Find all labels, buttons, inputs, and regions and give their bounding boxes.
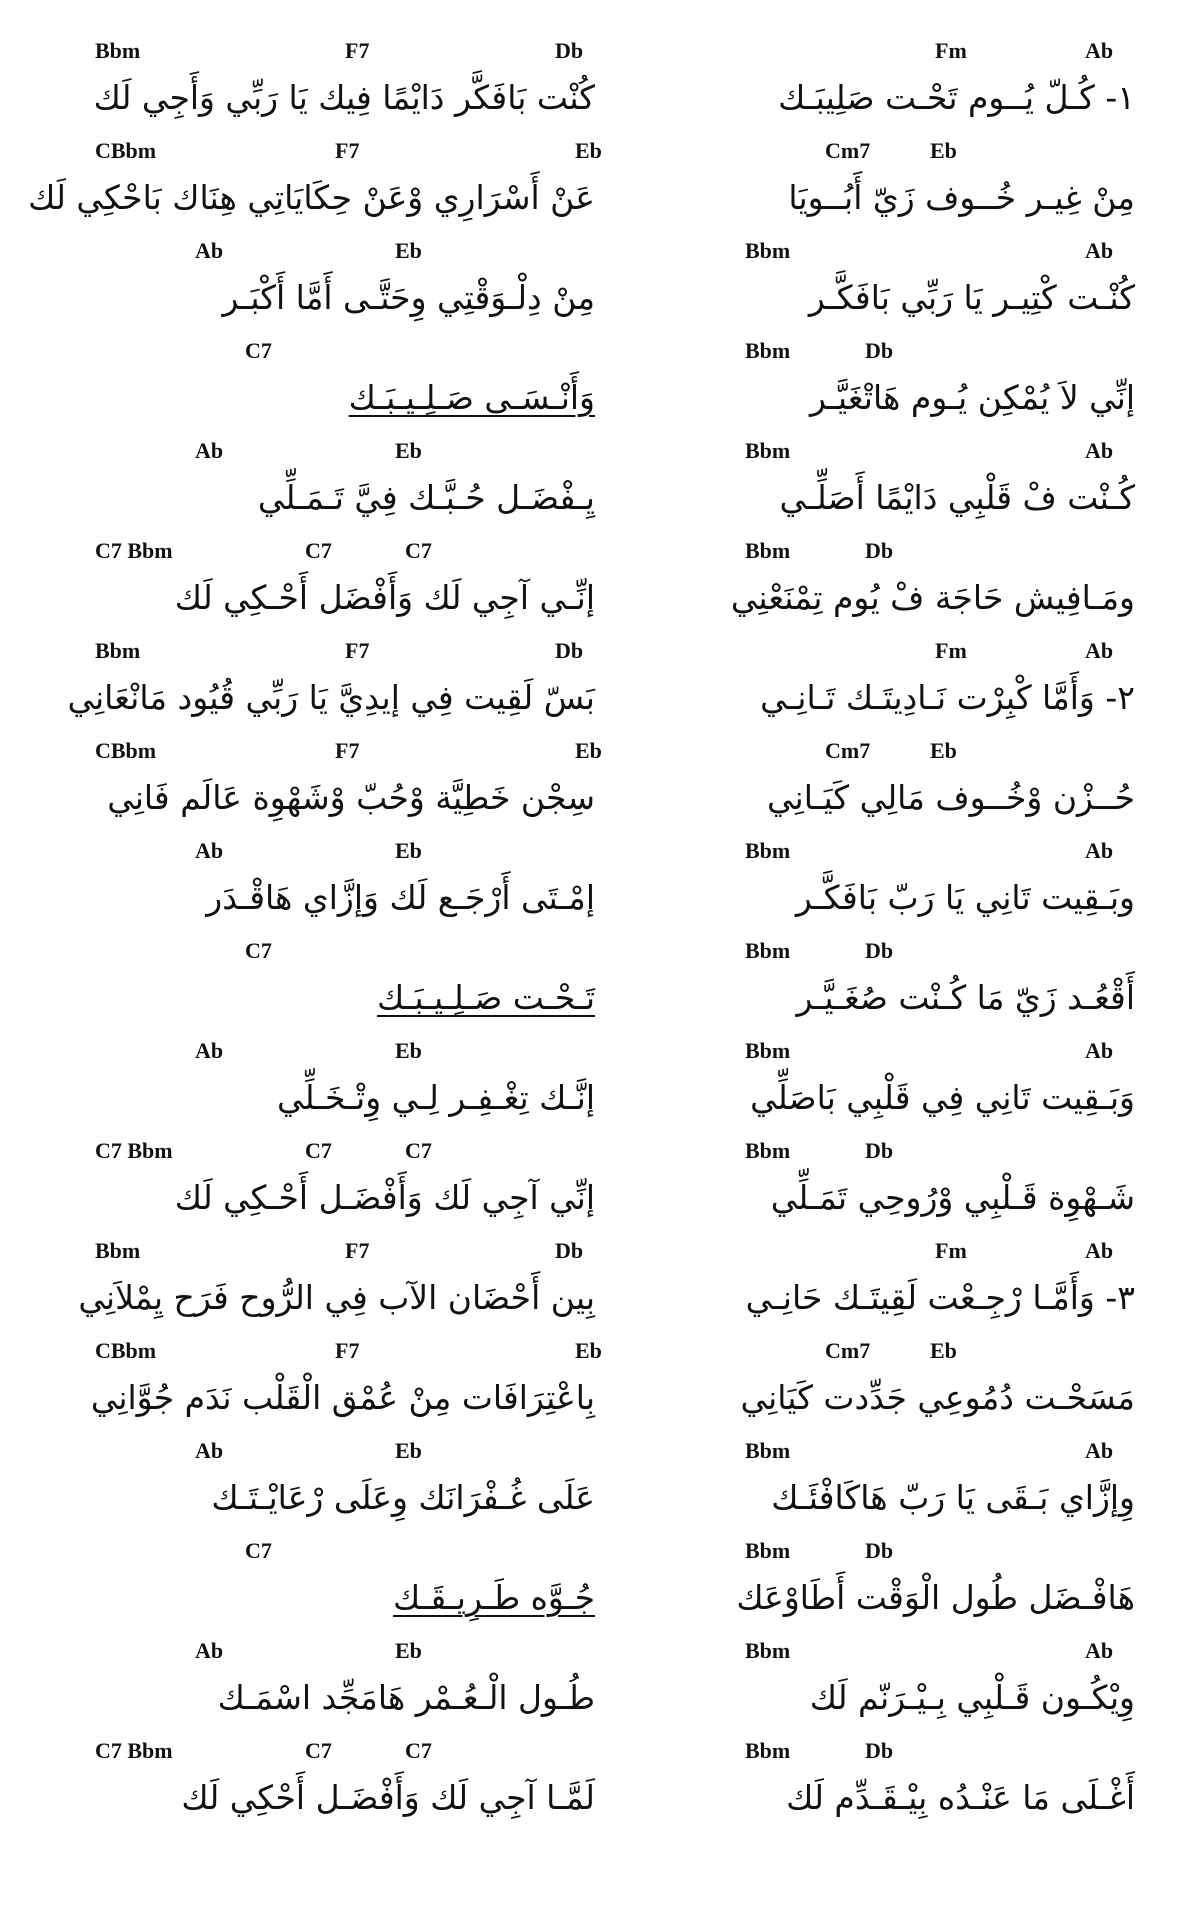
chord-row bbox=[665, 738, 1135, 772]
verse-line bbox=[665, 1038, 1135, 1138]
lyric-line: طُـول الْـعُـمْر هَامَجِّد اسْمَـك bbox=[217, 1678, 595, 1717]
lyric-line: حُــزْن وْخُــوف مَالِي كَيَـانِي bbox=[767, 778, 1135, 817]
chord-label: Db bbox=[865, 338, 894, 363]
verse-line bbox=[95, 1738, 595, 1838]
lyric-line: وِيْكُـون قَـلْبِي بِـيْـرَنّم لَك bbox=[809, 1678, 1135, 1717]
chord-label: Ab bbox=[195, 1038, 224, 1063]
lyric-line: إنِّـي آجِي لَك وَأَفْضَل أَحْـكِي لَك bbox=[174, 578, 595, 617]
chord-row bbox=[95, 1138, 595, 1172]
chord-row bbox=[95, 538, 595, 572]
verse-line bbox=[665, 1338, 1135, 1438]
lyric-line: سِجْن خَطِيَّة وْحُبّ وْشَهْوِة عَالَم فَانِي bbox=[107, 778, 595, 817]
verse-line bbox=[28, 138, 602, 238]
chord-label: Ab bbox=[1085, 38, 1114, 63]
lyric-line: إنِّي لاَ يُمْكِن يُـوم هَاتْغَيَّـر bbox=[810, 378, 1135, 417]
lyric-line: بِين أَحْضَان الآب فِي الرُّوح فَرَح يِمْلاَنِي bbox=[78, 1278, 595, 1317]
chord-label: Db bbox=[865, 538, 894, 563]
chord-label: Bbm bbox=[745, 338, 791, 363]
verse-line bbox=[665, 538, 1135, 638]
verse-line bbox=[665, 438, 1135, 538]
chord-label: Ab bbox=[1085, 1038, 1114, 1063]
chord-label: Db bbox=[865, 1138, 894, 1163]
chord-label: Eb bbox=[395, 1038, 422, 1063]
verse-line bbox=[95, 738, 602, 838]
chord-label: Eb bbox=[930, 138, 957, 163]
chord-label: Db bbox=[865, 1738, 894, 1763]
chord-label: Bbm bbox=[745, 538, 791, 563]
verse-line bbox=[665, 1638, 1135, 1738]
verse-line bbox=[665, 1438, 1135, 1538]
verse-line bbox=[665, 638, 1135, 738]
chord-label: F7 bbox=[335, 1338, 360, 1363]
lyric-line: هَافْـضَل طُول الْوَقْت أَطَاوْعَك bbox=[736, 1578, 1135, 1617]
verse-line bbox=[95, 338, 595, 438]
chord-label: Bbm bbox=[95, 1238, 141, 1263]
chord-row bbox=[95, 338, 595, 372]
chord-label: Bbm bbox=[95, 38, 141, 63]
chord-label: Bbm bbox=[745, 1638, 791, 1663]
lyric-line: مِنْ دِلْـوَقْتِي وِحَتَّـى أَمَّا أَكْبَـر bbox=[222, 278, 595, 317]
chord-row bbox=[665, 538, 1135, 572]
chord-label: Bbm bbox=[745, 938, 791, 963]
verse-line bbox=[95, 438, 595, 538]
chord-label: Eb bbox=[395, 838, 422, 863]
verse-line bbox=[665, 138, 1135, 238]
lyric-line: لَمَّـا آجِي لَك وَأَفْضَـل أَحْكِي لَك bbox=[181, 1778, 595, 1817]
chord-row bbox=[665, 1038, 1135, 1072]
chord-label: Ab bbox=[1085, 438, 1114, 463]
verse-line bbox=[665, 1138, 1135, 1238]
chord-label: Bbm bbox=[745, 1538, 791, 1563]
chord-row bbox=[665, 1638, 1135, 1672]
verse-line bbox=[95, 1638, 595, 1738]
lyric-line: شَـهْوِة قَـلْبِي وْرُوحِي تَمَـلِّي bbox=[770, 1178, 1135, 1217]
lyric-line: وبَـقِيت تَانِي يَا رَبّ بَافَكَّـر bbox=[795, 878, 1135, 917]
chord-label: C7 Bbm bbox=[95, 1138, 173, 1163]
verse-line bbox=[95, 538, 595, 638]
left-column bbox=[28, 38, 602, 1838]
lyric-line: ٣- وَأَمَّـا رْجِـعْت لَقِيتَـك حَانِـي bbox=[745, 1278, 1135, 1317]
chord-row bbox=[95, 738, 602, 772]
chord-row bbox=[95, 1738, 595, 1772]
chord-label: Eb bbox=[930, 738, 957, 763]
chord-label: C7 bbox=[245, 938, 272, 963]
chord-label: Eb bbox=[575, 1338, 602, 1363]
verse-line bbox=[95, 938, 595, 1038]
chord-label: Eb bbox=[395, 438, 422, 463]
chord-label: Ab bbox=[1085, 838, 1114, 863]
verse-line bbox=[95, 838, 595, 938]
chord-label: Db bbox=[555, 638, 584, 663]
lyric-line: إمْـتَى أَرْجَـع لَك وَإزَّاي هَاقْـدَر bbox=[206, 878, 595, 917]
chord-label: CBbm bbox=[95, 1338, 157, 1363]
chord-label: Db bbox=[865, 1538, 894, 1563]
verse-line bbox=[665, 238, 1135, 338]
chord-label: C7 bbox=[305, 1738, 332, 1763]
chord-label: F7 bbox=[335, 738, 360, 763]
chord-row bbox=[665, 238, 1135, 272]
chord-row bbox=[95, 1538, 595, 1572]
chord-label: Eb bbox=[930, 1338, 957, 1363]
chord-row bbox=[95, 1638, 595, 1672]
chord-label: C7 bbox=[245, 1538, 272, 1563]
chord-label: CBbm bbox=[95, 738, 157, 763]
verse-line bbox=[665, 738, 1135, 838]
chord-label: Bbm bbox=[745, 1038, 791, 1063]
chord-label: C7 Bbm bbox=[95, 1738, 173, 1763]
chord-label: C7 bbox=[305, 538, 332, 563]
lyric-line: إنَّـك تِغْـفِـر لِـي وِتْـخَـلِّي bbox=[276, 1078, 595, 1117]
chord-row bbox=[95, 438, 595, 472]
chord-label: Eb bbox=[395, 238, 422, 263]
chord-label: Db bbox=[555, 38, 584, 63]
chord-label: C7 bbox=[405, 1738, 432, 1763]
chord-label: F7 bbox=[345, 638, 370, 663]
chord-label: Eb bbox=[395, 1638, 422, 1663]
right-column bbox=[665, 38, 1135, 1838]
verse-line bbox=[95, 1438, 595, 1538]
chord-row bbox=[665, 38, 1135, 72]
chord-label: CBbm bbox=[95, 138, 157, 163]
verse-line bbox=[95, 238, 595, 338]
chord-row bbox=[665, 1538, 1135, 1572]
verse-line bbox=[665, 838, 1135, 938]
chord-row bbox=[665, 1438, 1135, 1472]
chord-label: C7 bbox=[245, 338, 272, 363]
chord-label: Cm7 bbox=[825, 738, 871, 763]
lyric-line: وَبَـقِيت تَانِي فِي قَلْبِي بَاصَلِّي bbox=[750, 1078, 1135, 1117]
chord-label: Bbm bbox=[745, 438, 791, 463]
chord-label: Cm7 bbox=[825, 138, 871, 163]
verse-line bbox=[95, 38, 595, 138]
chord-row bbox=[95, 838, 595, 872]
verse-line bbox=[665, 338, 1135, 438]
verse-line bbox=[665, 1738, 1135, 1838]
chord-label: Db bbox=[555, 1238, 584, 1263]
chord-label: Ab bbox=[195, 1438, 224, 1463]
lyric-line: مَسَحْـت دُمُوعِي جَدِّدت كَيَانِي bbox=[740, 1378, 1135, 1417]
chord-row bbox=[665, 438, 1135, 472]
verse-line bbox=[90, 1338, 602, 1438]
chord-row bbox=[95, 638, 595, 672]
verse-line bbox=[95, 1038, 595, 1138]
chord-label: Fm bbox=[935, 38, 967, 63]
chord-row bbox=[95, 1238, 595, 1272]
chord-label: Eb bbox=[575, 738, 602, 763]
chord-row bbox=[665, 1338, 1135, 1372]
chord-label: Ab bbox=[1085, 238, 1114, 263]
chord-row bbox=[665, 138, 1135, 172]
chord-label: Ab bbox=[195, 438, 224, 463]
lyric-line: أَغْـلَى مَا عَنْـدُه بِيْـقَـدِّم لَك bbox=[786, 1778, 1135, 1817]
lyric-line: ومَـافِيش حَاجَة فْ يُوم تِمْنَعْنِي bbox=[730, 578, 1135, 617]
verse-line bbox=[665, 38, 1135, 138]
chord-label: C7 bbox=[405, 1138, 432, 1163]
lyric-line: عَنْ أَسْرَارِي وْعَنْ حِكَايَاتِي هِنَاك بَاحْكِي لَك bbox=[28, 178, 595, 217]
lyric-line: وَأَنْـسَـى صَـلِـيـبَـك bbox=[348, 378, 595, 417]
verse-line bbox=[665, 1238, 1135, 1338]
chord-row bbox=[95, 1438, 595, 1472]
lyric-line: يِـفْضَـل حُـبَّـك فِيَّ تَـمَـلِّي bbox=[257, 478, 595, 517]
chord-label: Ab bbox=[195, 1638, 224, 1663]
lyric-line: عَلَى غُـفْرَانَك وِعَلَى رْعَايْـتَـك bbox=[211, 1478, 595, 1517]
verse-line bbox=[95, 1138, 595, 1238]
chord-label: C7 bbox=[405, 538, 432, 563]
chord-label: Bbm bbox=[745, 1438, 791, 1463]
lyric-line: تَـحْـت صَـلِـيـبَـك bbox=[376, 978, 595, 1017]
chord-label: Bbm bbox=[745, 838, 791, 863]
lyric-line: إنِّي آجِي لَك وَأَفْضَـل أَحْـكِي لَك bbox=[174, 1178, 595, 1217]
lyric-line: ٢- وَأَمَّا كْبِرْت نَـادِيتَـك تَـانِـي bbox=[760, 678, 1135, 717]
chord-row bbox=[665, 1238, 1135, 1272]
lyric-line: جُـوَّه طَـرِيـقَـك bbox=[392, 1578, 595, 1617]
chord-label: Ab bbox=[195, 238, 224, 263]
chord-label: Ab bbox=[1085, 1438, 1114, 1463]
chord-label: F7 bbox=[345, 1238, 370, 1263]
chord-label: Ab bbox=[1085, 638, 1114, 663]
chord-row bbox=[665, 1738, 1135, 1772]
chord-label: Bbm bbox=[745, 1138, 791, 1163]
lyric-line: مِنْ غِيـر خُــوف زَيّ أَبُــويَا bbox=[788, 178, 1135, 217]
chord-label: C7 bbox=[305, 1138, 332, 1163]
verse-line bbox=[665, 1538, 1135, 1638]
chord-label: Eb bbox=[575, 138, 602, 163]
chord-label: Fm bbox=[935, 1238, 967, 1263]
lyric-line: كُنْت بَافَكَّر دَايْمًا فِيك يَا رَبِّي وَأَجِي لَك bbox=[93, 78, 595, 117]
lyric-line: كُنْـت كْتِيـر يَا رَبِّي بَافَكَّـر bbox=[808, 278, 1135, 317]
chord-label: Bbm bbox=[745, 1738, 791, 1763]
chord-row bbox=[95, 1338, 602, 1372]
chord-label: Eb bbox=[395, 1438, 422, 1463]
lyric-line: ١- كُـلّ يُــوم تَحْـت صَلِيبَـك bbox=[778, 78, 1135, 117]
chord-label: F7 bbox=[345, 38, 370, 63]
chord-label: C7 Bbm bbox=[95, 538, 173, 563]
chord-label: Ab bbox=[1085, 1638, 1114, 1663]
chord-row bbox=[665, 938, 1135, 972]
lyric-line: كُـنْت فْ قَلْبِي دَايْمًا أَصَلِّـي bbox=[779, 478, 1135, 517]
chord-label: Db bbox=[865, 938, 894, 963]
verse-line bbox=[67, 638, 595, 738]
chord-row bbox=[95, 138, 602, 172]
lyric-line: وِإزَّاي بَـقَى يَا رَبّ هَاكَافْئَـك bbox=[771, 1478, 1135, 1517]
chord-row bbox=[95, 1038, 595, 1072]
chord-label: Ab bbox=[1085, 1238, 1114, 1263]
chord-row bbox=[95, 238, 595, 272]
verse-line bbox=[665, 938, 1135, 1038]
chord-row bbox=[665, 638, 1135, 672]
verse-line bbox=[95, 1538, 595, 1638]
chord-label: Fm bbox=[935, 638, 967, 663]
chord-label: Bbm bbox=[745, 238, 791, 263]
verse-line bbox=[78, 1238, 595, 1338]
chord-row bbox=[665, 838, 1135, 872]
chord-label: F7 bbox=[335, 138, 360, 163]
chord-row bbox=[665, 1138, 1135, 1172]
lyric-line: أَقْعُـد زَيّ مَا كُـنْت صُغَـيَّـر bbox=[796, 978, 1135, 1017]
chord-label: Cm7 bbox=[825, 1338, 871, 1363]
chord-row bbox=[665, 338, 1135, 372]
chord-label: Ab bbox=[195, 838, 224, 863]
lyric-line: بَسّ لَقِيت فِي إيدِيَّ يَا رَبِّي قُيُود مَانْعَانِي bbox=[67, 678, 595, 717]
lyric-line: بِاعْتِرَافَات مِنْ عُمْق الْقَلْب نَدَم جُوَّانِي bbox=[90, 1378, 595, 1417]
chord-label: Bbm bbox=[95, 638, 141, 663]
chord-row bbox=[95, 938, 595, 972]
chord-row bbox=[95, 38, 595, 72]
